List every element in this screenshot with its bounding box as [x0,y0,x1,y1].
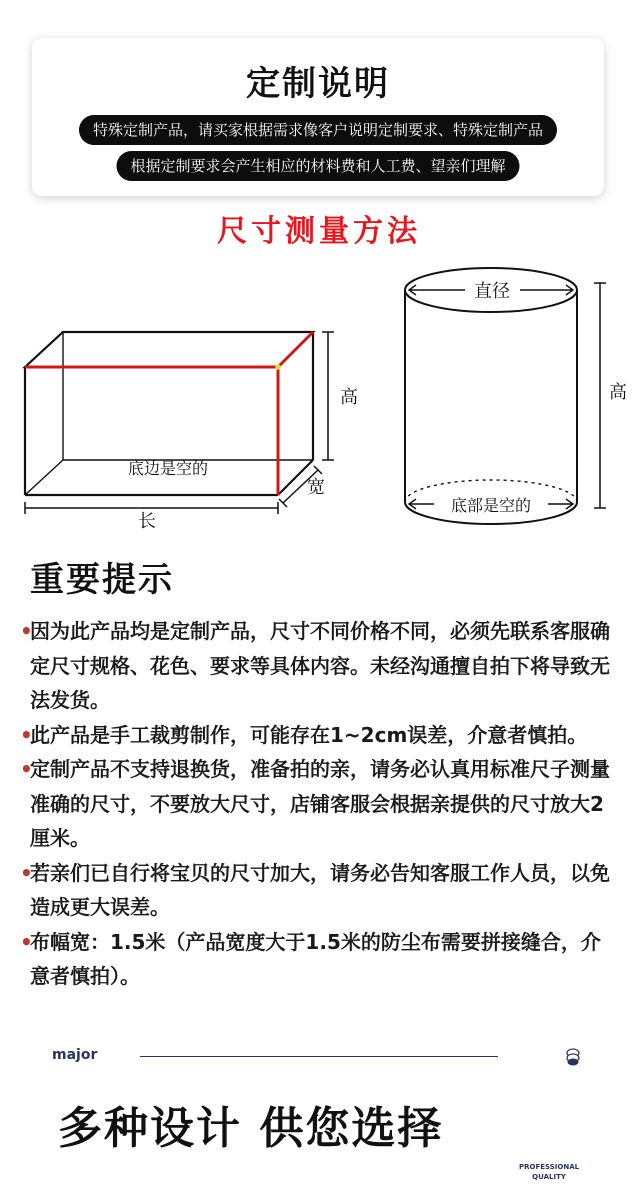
bullet-icon: • [20,722,33,747]
cylinder-height-label: 高 [609,382,627,403]
cylinder-diameter-label: 直径 [474,281,510,302]
tip-text: 若亲们已自行将宝贝的尺寸加大，请务必告知客服工作人员，以免造成更大误差。 [30,860,610,919]
brand-label: major [52,1047,98,1063]
tip-item [20,718,618,753]
notice-title: 定制说明 [246,64,390,104]
tip-item [20,614,618,718]
tips-title: 重要提示 [30,560,174,600]
quality-badge [519,1162,579,1182]
measurement-diagram [0,250,638,540]
bullet-icon: • [20,860,33,885]
cylinder-bottom-label: 底部是空的 [450,496,532,515]
measure-title: 尺寸测量方法 [217,214,421,249]
tip-text: 因为此产品均是定制产品，尺寸不同价格不同，必须先联系客服确定尺寸规格、花色、要求等具体内容。未经沟通擅自拍下将导致无法发货。 [30,619,610,712]
notice-line-2: 根据定制要求会产生相应的材料费和人工费、望亲们理解 [116,151,519,181]
notice-line-1: 特殊定制产品，请买家根据需求像客户说明定制要求、特殊定制产品 [79,115,557,145]
box-bottom-label: 底边是空的 [127,459,209,478]
bullet-icon: • [20,619,33,643]
tip-item [20,925,618,994]
tips-list [20,614,618,994]
box-width-label: 宽 [307,477,325,498]
quality-line-1: PROFESSIONAL [519,1163,580,1171]
tip-text: 此产品是手工裁剪制作，可能存在1~2cm误差，介意者慎拍。 [30,722,588,747]
bullet-icon: • [20,929,33,954]
tip-text: 布幅宽：1.5米（产品宽度大于1.5米的防尘布需要拼接缝合，介意者慎拍）。 [30,929,601,988]
coin-icon [566,1048,580,1066]
box-length-label: 长 [138,511,156,532]
tip-text: 定制产品不支持退换货，准备拍的亲，请务必认真用标准尺子测量准确的尺寸，不要放大尺寸，店铺客服会根据亲提供的尺寸放大2厘米。 [30,757,610,850]
box-diagram [25,332,334,514]
bullet-icon: • [20,757,33,781]
quality-line-2: QUALITY [532,1173,566,1181]
custom-notice-card [32,38,604,196]
tip-item [20,752,618,856]
slogan: 多种设计 供您选择 [58,1103,444,1154]
cylinder-diagram [405,268,606,524]
box-height-label: 高 [340,387,358,408]
divider [140,1056,498,1057]
tip-item [20,856,618,925]
